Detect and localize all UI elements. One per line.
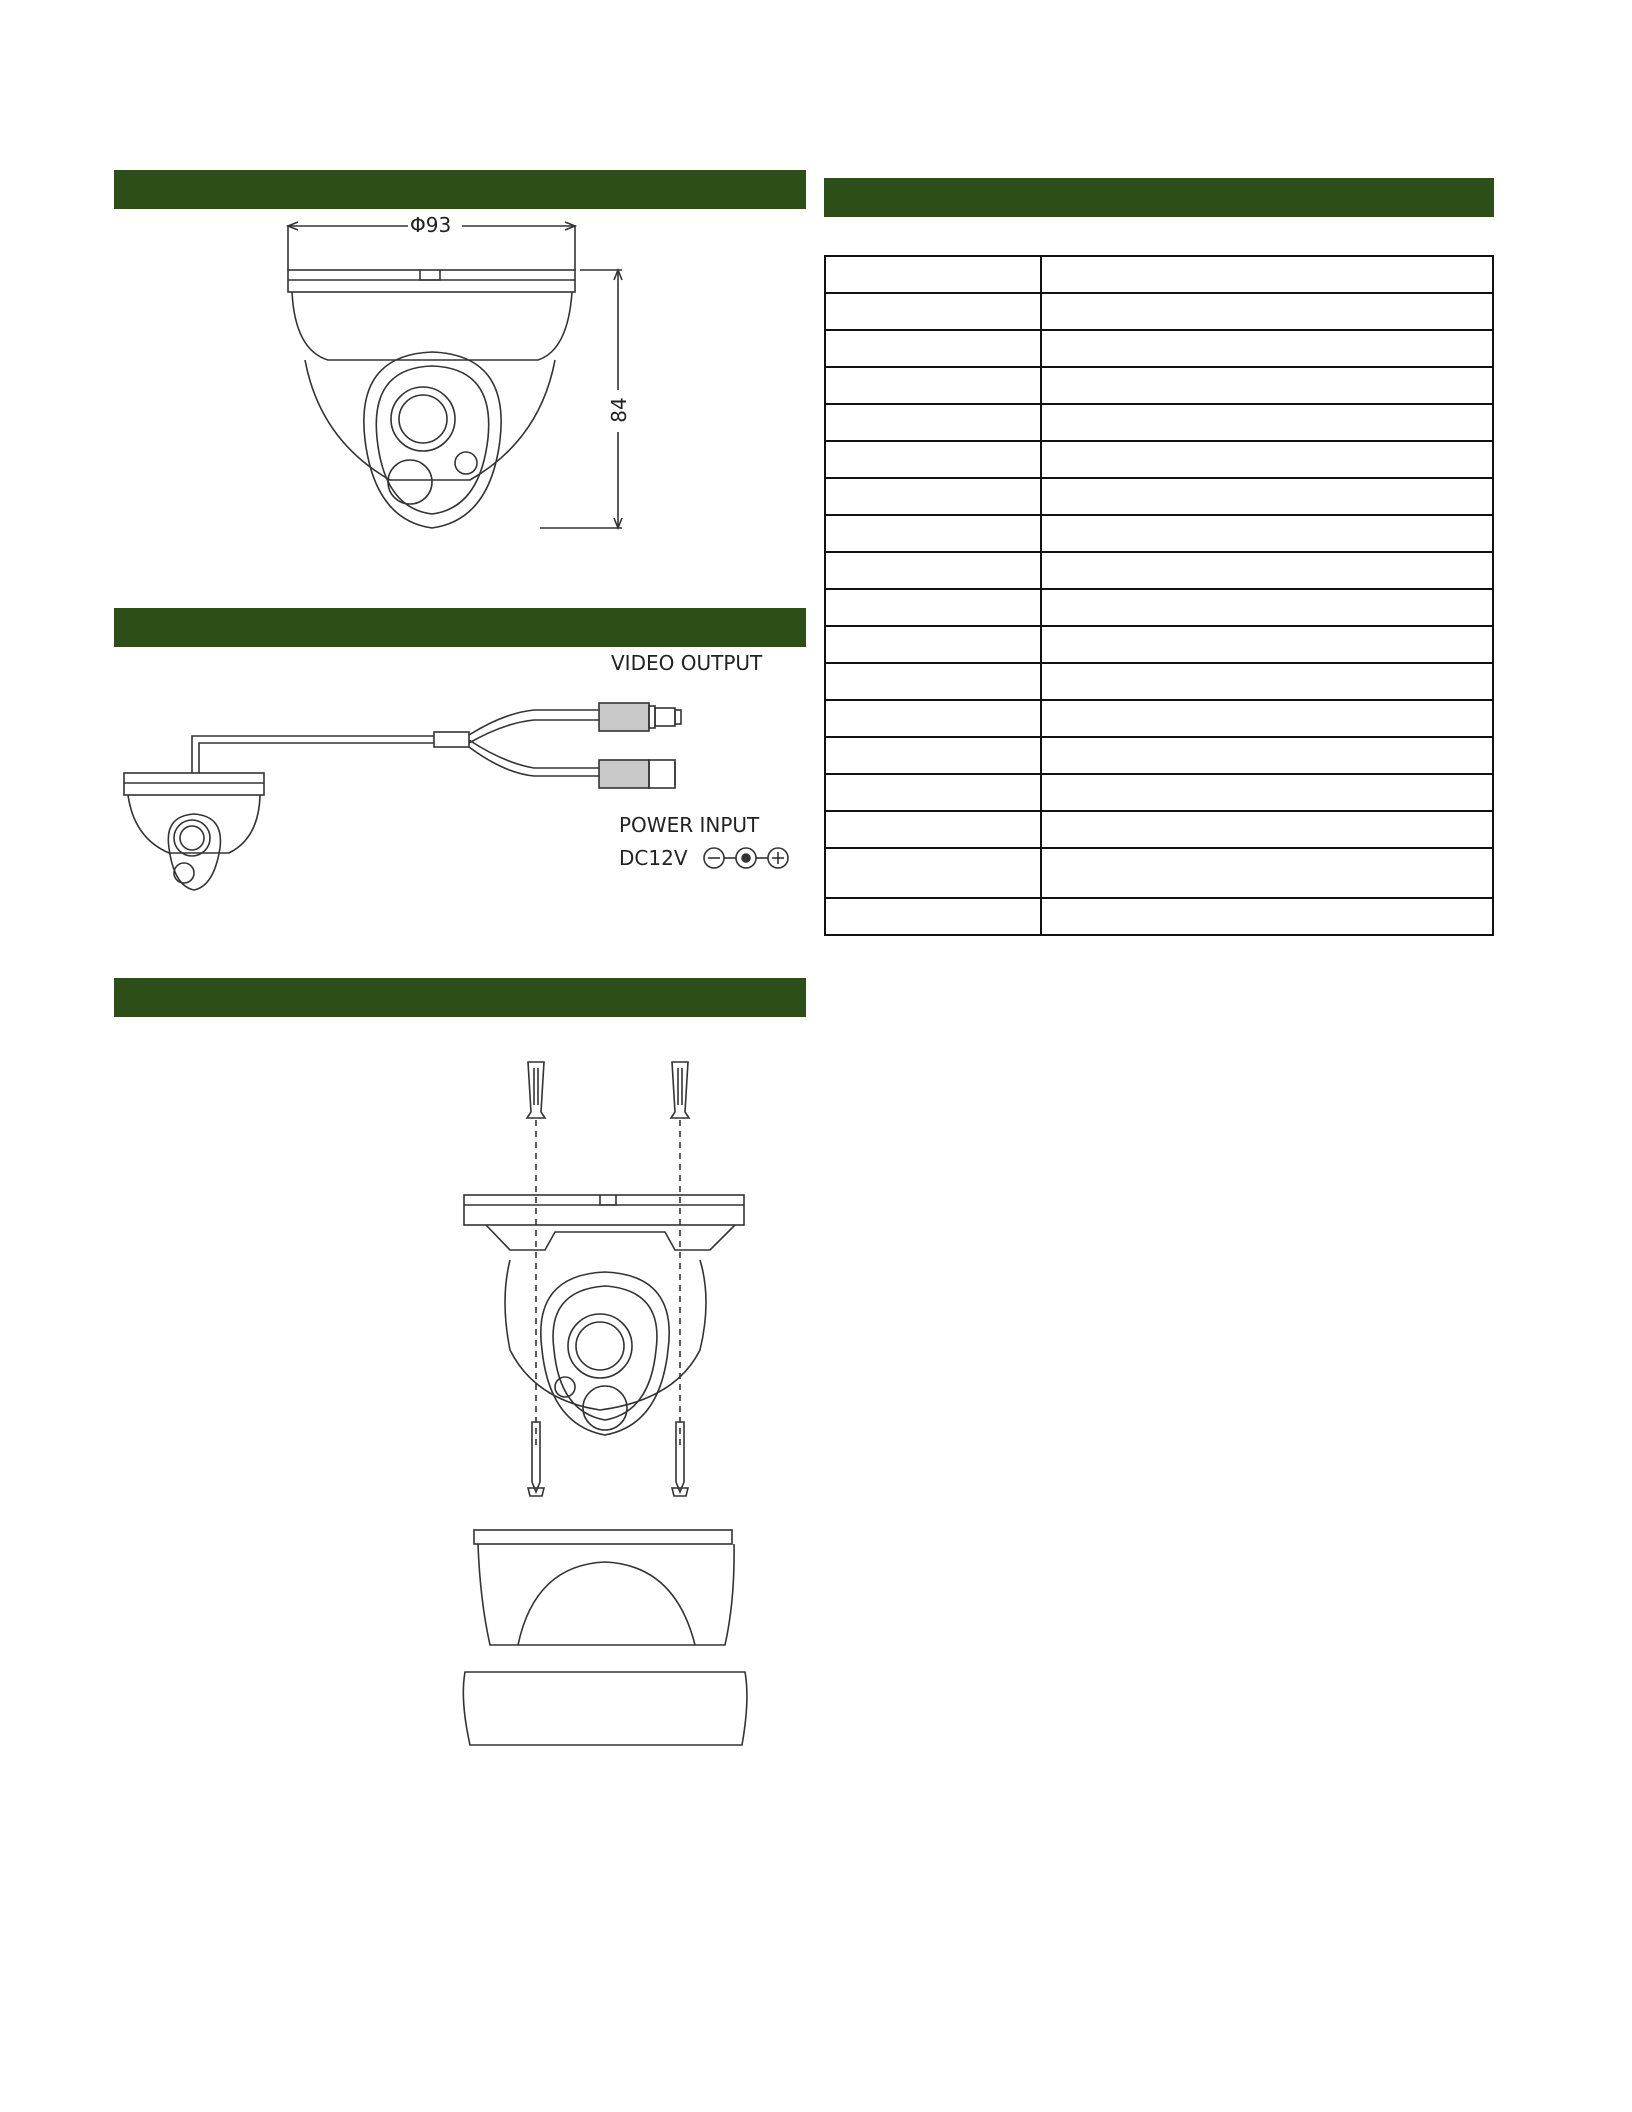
- spec-value-cell: [1041, 515, 1493, 552]
- spec-key-cell: [825, 552, 1041, 589]
- table-row: [825, 848, 1493, 898]
- table-row: [825, 478, 1493, 515]
- spec-value-cell: [1041, 811, 1493, 848]
- spec-key-cell: [825, 293, 1041, 330]
- spec-value-cell: [1041, 589, 1493, 626]
- spec-key-cell: [825, 700, 1041, 737]
- spec-key-cell: [825, 811, 1041, 848]
- spec-value-cell: [1041, 663, 1493, 700]
- spec-value-cell: [1041, 774, 1493, 811]
- spec-value-cell: [1041, 700, 1493, 737]
- spec-key-cell: [825, 774, 1041, 811]
- dimensions-section-bar: [114, 170, 806, 209]
- spec-value-cell: [1041, 256, 1493, 293]
- table-row: [825, 898, 1493, 935]
- dc-voltage-label: DC12V: [619, 846, 688, 870]
- spec-value-cell: [1041, 293, 1493, 330]
- table-row: [825, 737, 1493, 774]
- table-row: [825, 811, 1493, 848]
- dimension-drawing: [270, 210, 650, 540]
- spec-value-cell: [1041, 330, 1493, 367]
- table-row: [825, 441, 1493, 478]
- power-input-label: POWER INPUT: [619, 813, 760, 837]
- table-row: [825, 367, 1493, 404]
- spec-key-cell: [825, 478, 1041, 515]
- spec-key-cell: [825, 404, 1041, 441]
- table-row: [825, 774, 1493, 811]
- spec-value-cell: [1041, 441, 1493, 478]
- table-row: [825, 552, 1493, 589]
- spec-key-cell: [825, 589, 1041, 626]
- spec-value-cell: [1041, 737, 1493, 774]
- spec-value-cell: [1041, 848, 1493, 898]
- width-dimension-label: Φ93: [410, 213, 452, 237]
- spec-key-cell: [825, 367, 1041, 404]
- spec-key-cell: [825, 441, 1041, 478]
- spec-key-cell: [825, 626, 1041, 663]
- table-row: [825, 663, 1493, 700]
- spec-key-cell: [825, 737, 1041, 774]
- spec-value-cell: [1041, 898, 1493, 935]
- specifications-table: [824, 255, 1494, 936]
- table-row: [825, 700, 1493, 737]
- table-row: [825, 330, 1493, 367]
- table-row: [825, 256, 1493, 293]
- spec-key-cell: [825, 515, 1041, 552]
- specifications-section-bar: [824, 178, 1494, 217]
- spec-value-cell: [1041, 478, 1493, 515]
- table-row: [825, 515, 1493, 552]
- table-row: [825, 404, 1493, 441]
- spec-key-cell: [825, 898, 1041, 935]
- spec-key-cell: [825, 256, 1041, 293]
- installation-drawing: [450, 1050, 770, 1790]
- spec-value-cell: [1041, 626, 1493, 663]
- spec-value-cell: [1041, 552, 1493, 589]
- spec-value-cell: [1041, 404, 1493, 441]
- table-row: [825, 589, 1493, 626]
- height-dimension-label: 84: [607, 397, 631, 423]
- spec-key-cell: [825, 663, 1041, 700]
- connection-section-bar: [114, 608, 806, 647]
- spec-value-cell: [1041, 367, 1493, 404]
- table-row: [825, 293, 1493, 330]
- installation-section-bar: [114, 978, 806, 1017]
- spec-key-cell: [825, 848, 1041, 898]
- video-output-label: VIDEO OUTPUT: [611, 651, 763, 675]
- table-row: [825, 626, 1493, 663]
- connection-drawing: [114, 648, 814, 908]
- spec-key-cell: [825, 330, 1041, 367]
